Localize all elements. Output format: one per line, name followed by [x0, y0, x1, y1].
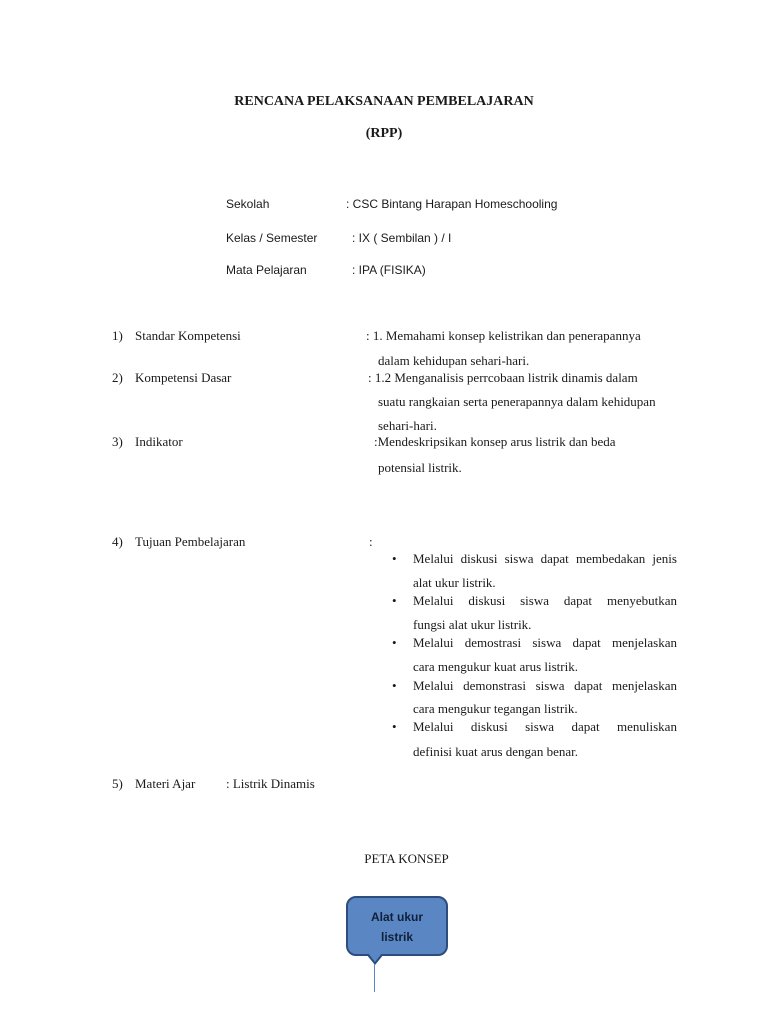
objective-2-line2: fungsi alat ukur listrik.: [413, 617, 532, 632]
bullet-icon: •: [392, 635, 397, 650]
concept-box-line2: listrik: [380, 930, 413, 944]
section-4-label: Tujuan Pembelajaran: [135, 534, 246, 549]
objective-5-line1: Melalui diskusi siswa dapat menuliskan: [413, 719, 677, 734]
section-1-label: Standar Kompetensi: [135, 328, 241, 343]
concept-map-heading: PETA KONSEP: [364, 851, 449, 866]
section-3-line1: :Mendeskripsikan konsep arus listrik dan beda: [374, 434, 616, 449]
section-3-label: Indikator: [135, 434, 183, 449]
document-subtitle: (RPP): [365, 126, 403, 141]
section-1-line2: dalam kehidupan sehari-hari.: [378, 353, 530, 368]
concept-box-alat-ukur: [346, 896, 448, 956]
objective-4-line1: Melalui demonstrasi siswa dapat menjelaskan: [413, 678, 677, 693]
class-value: : IX ( Sembilan ) / I: [352, 231, 452, 245]
bullet-icon: •: [392, 593, 397, 608]
objective-4-line2: cara mengukur tegangan listrik.: [413, 701, 578, 716]
subject-label: Mata Pelajaran: [226, 263, 307, 277]
objective-5-line2: definisi kuat arus dengan benar.: [413, 744, 578, 759]
section-5-value: : Listrik Dinamis: [226, 776, 315, 791]
section-1-number: 1): [112, 328, 123, 343]
school-value: : CSC Bintang Harapan Homeschooling: [346, 197, 558, 211]
section-2-line2: suatu rangkaian serta penerapannya dalam kehidupan: [378, 394, 656, 409]
class-label: Kelas / Semester: [226, 231, 318, 245]
school-label: Sekolah: [226, 197, 270, 211]
objective-3-line2: cara mengukur kuat arus listrik.: [413, 659, 578, 674]
subject-value: : IPA (FISIKA): [352, 263, 426, 277]
section-2-label: Kompetensi Dasar: [135, 370, 232, 385]
section-3-number: 3): [112, 434, 123, 449]
objective-1-line2: alat ukur listrik.: [413, 575, 496, 590]
section-2-number: 2): [112, 370, 123, 385]
bullet-icon: •: [392, 678, 397, 693]
section-4-number: 4): [112, 534, 123, 549]
section-3-line2: potensial listrik.: [378, 460, 462, 475]
section-2-line1: : 1.2 Menganalisis perrcobaan listrik dinamis dalam: [368, 370, 638, 385]
section-2-line3: sehari-hari.: [378, 418, 437, 433]
document-title: RENCANA PELAKSANAAN PEMBELAJARAN: [234, 94, 534, 109]
section-4-colon: :: [369, 534, 373, 549]
objective-2-line1: Melalui diskusi siswa dapat menyebutkan: [413, 593, 677, 608]
bullet-icon: •: [392, 551, 397, 566]
bullet-icon: •: [392, 719, 397, 734]
concept-box-line1: Alat ukur: [370, 910, 423, 924]
connector-line: [374, 964, 375, 992]
section-1-line1: : 1. Memahami konsep kelistrikan dan penerapannya: [366, 328, 641, 343]
callout-tail-fill: [368, 953, 382, 962]
objective-3-line1: Melalui demostrasi siswa dapat menjelaskan: [413, 635, 677, 650]
section-5-number: 5): [112, 776, 123, 791]
objective-1-line1: Melalui diskusi siswa dapat membedakan jenis: [413, 551, 677, 566]
section-5-label: Materi Ajar: [135, 776, 196, 791]
